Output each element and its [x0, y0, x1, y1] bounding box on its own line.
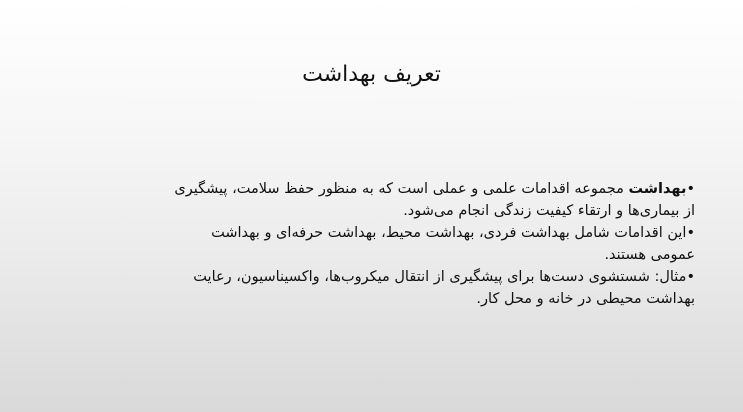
bullet-marker: • [686, 269, 695, 285]
slide-body [168, 178, 695, 310]
bullet-term: بهداشت [628, 181, 687, 197]
bullet-text: این اقدامات شامل بهداشت فردی، بهداشت محیط، بهداشت حرفه‌ای و بهداشت عمومی هستند. [211, 225, 695, 263]
bullet-example [168, 266, 695, 310]
bullet-text: مثال: شستشوی دست‌ها برای پیشگیری از انتقال میکروب‌ها، واکسیناسیون، رعایت بهداشت محیطی در خانه و محل کار. [193, 269, 695, 307]
bullet-marker: • [686, 225, 695, 241]
slide-title: تعریف بهداشت [302, 62, 441, 87]
bullet-marker: • [686, 181, 695, 197]
bullet-text: مجموعه اقدامات علمی و عملی است که به منظور حفظ سلامت، پیشگیری از بیماری‌ها و ارتقاء کیفیت زندگی انجام می‌شود. [174, 181, 695, 219]
bullet-scope [168, 222, 695, 266]
bullet-definition [168, 178, 695, 222]
